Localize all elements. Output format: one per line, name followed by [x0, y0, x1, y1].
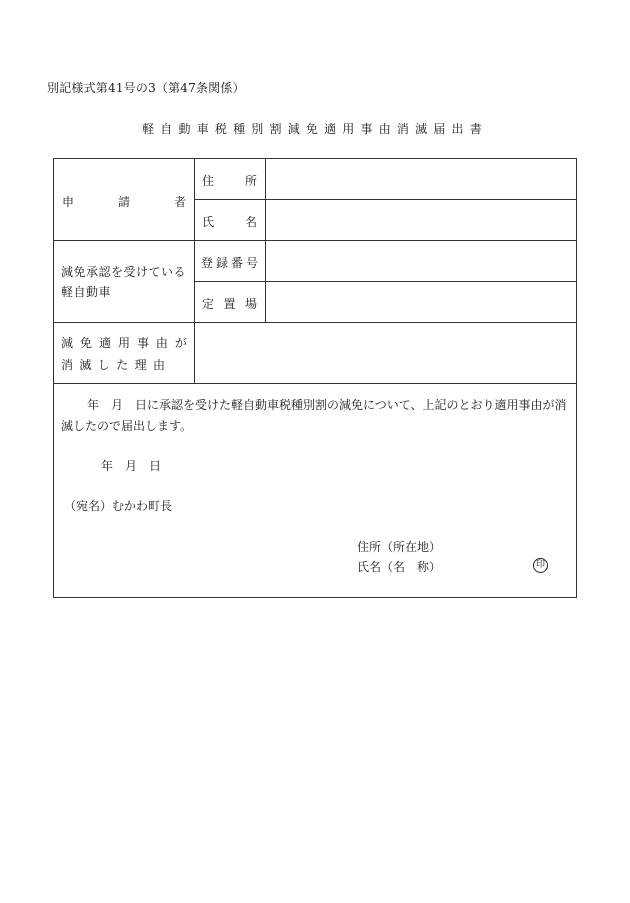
- seal-mark: 印: [533, 558, 548, 573]
- storage-place-field[interactable]: [266, 282, 576, 322]
- address-label: 住 所: [202, 174, 257, 188]
- reason-label-line2: 消 滅 し た 理 由: [61, 358, 165, 372]
- row-divider: [53, 383, 576, 384]
- vehicle-label-line1: 減免承認を受けている: [61, 265, 187, 279]
- document-title: 軽自動車税種別割減免適用事由消滅届出書: [142, 122, 488, 136]
- submitter-name-label: 氏名（名 称）: [357, 560, 442, 574]
- name-label: 氏 名: [202, 215, 257, 229]
- submitter-address-label: 住所（所在地）: [357, 540, 442, 554]
- reason-field[interactable]: [195, 323, 576, 383]
- date-line: 年 月 日: [101, 459, 162, 473]
- reason-label-line1: 減 免 適 用 事 由 が: [61, 336, 187, 350]
- addressee: （宛名）むかわ町長: [64, 499, 173, 513]
- name-field[interactable]: [266, 200, 576, 240]
- registration-number-field[interactable]: [266, 241, 576, 281]
- address-field[interactable]: [266, 159, 576, 199]
- storage-place-label: 定 置 場: [202, 297, 257, 311]
- form-reference: 別記様式第41号の3（第47条関係）: [47, 81, 245, 95]
- applicant-label: 申 請 者: [62, 195, 186, 209]
- vehicle-label-line2: 軽自動車: [61, 285, 112, 299]
- declaration-text: 年 月 日に承認を受けた軽自動車税種別割の減免について、上記のとおり適用事由が消滅したので届出します。: [61, 398, 567, 433]
- reason-line2-source: [0, 0, 1, 1]
- registration-number-label: 登録番号: [201, 256, 262, 270]
